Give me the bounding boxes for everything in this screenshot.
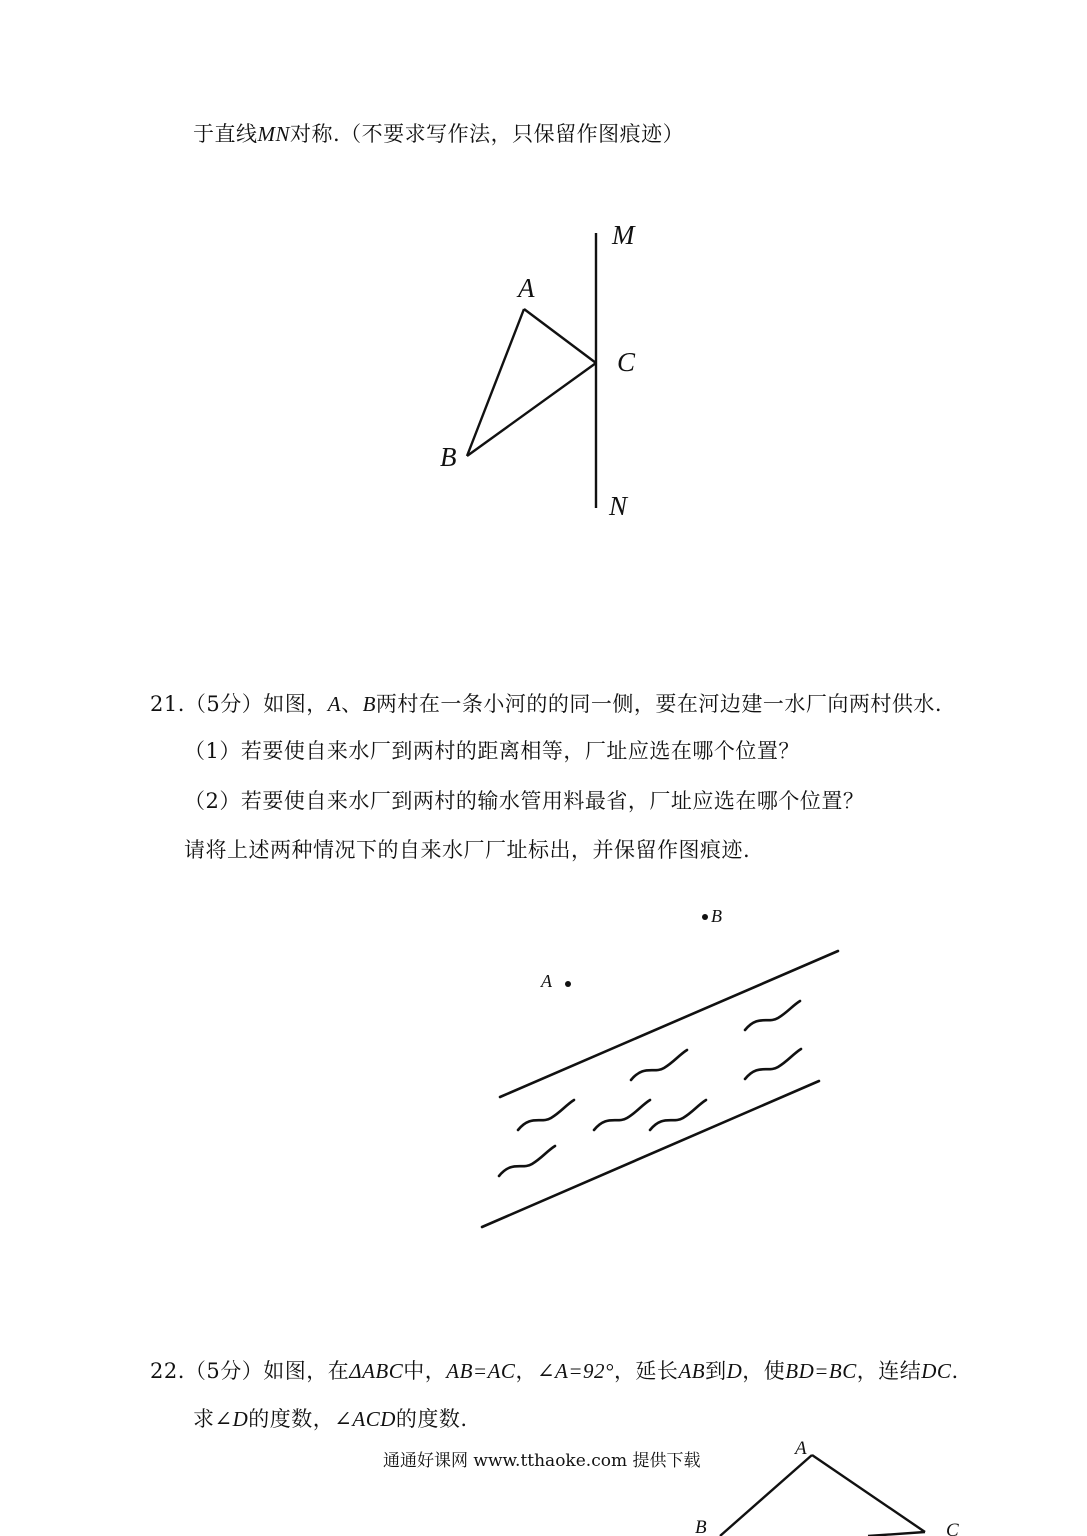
q22-make: ，使: [742, 1359, 786, 1383]
q21-point-b: [702, 914, 708, 920]
q22-join: ，连结: [856, 1359, 922, 1383]
q20-side-ab: [467, 309, 524, 456]
q21-village-a: A: [327, 692, 342, 716]
q21-question: [150, 688, 942, 718]
q22-ask: [193, 1403, 468, 1433]
q21-water-waves: [499, 1001, 801, 1176]
q22-extend: ，延长: [613, 1359, 679, 1383]
q22-number: 22.（5分）如图，在: [150, 1359, 350, 1383]
q22-bd-bc: BD=BC: [785, 1359, 857, 1383]
q20-label-m: M: [612, 220, 635, 250]
q21-label-a: A: [541, 971, 552, 991]
q22-comma: ，: [515, 1359, 537, 1383]
q22-side-ab: [720, 1455, 812, 1536]
q21-part1: （1）若要使自来水厂到两村的距离相等，厂址应选在哪个位置？: [184, 739, 800, 763]
q20-tail-post: 对称.（不要求写作法，只保留作图痕迹）: [290, 122, 685, 146]
q22-figure: [720, 1455, 925, 1536]
q22-ask-pre: 求: [193, 1407, 215, 1431]
q22-angle-a: ∠A=92°: [536, 1359, 614, 1383]
q22-triangle: ΔABC: [349, 1359, 404, 1383]
q22-label-b: B: [695, 1517, 707, 1536]
q21-text: 两村在一条小河的的同一侧，要在河边建一水厂向两村供水.: [375, 692, 943, 716]
q20-label-n: N: [609, 491, 628, 521]
q20-label-c: C: [617, 347, 636, 377]
q21-river-bank-lower: [482, 1081, 819, 1227]
q22-side-ac: [812, 1455, 925, 1532]
q21-figure: [482, 914, 838, 1227]
q21-part2: （2）若要使自来水厂到两村的输水管用料最省，厂址应选在哪个位置？: [184, 789, 865, 813]
q22-point-d: D: [726, 1359, 743, 1383]
q22-angle-d: ∠D: [214, 1407, 249, 1431]
q22-end: .: [951, 1359, 959, 1383]
q22-segment-ab: AB: [678, 1359, 706, 1383]
q22-side-bc: [868, 1532, 925, 1536]
q21-number: 21.（5分）如图，: [150, 692, 328, 716]
q22-label-a: A: [795, 1438, 807, 1459]
q22-label-c: C: [946, 1520, 959, 1536]
q20-label-b: B: [440, 442, 457, 472]
q20-tail-pre: 于直线: [193, 122, 258, 146]
q21-village-b: B: [362, 692, 376, 716]
q21-sep: 、: [341, 692, 363, 716]
q22-in: 中，: [403, 1359, 447, 1383]
q21-note: 请将上述两种情况下的自来水厂厂址标出，并保留作图痕迹.: [184, 838, 751, 862]
q22-to: 到: [705, 1359, 727, 1383]
page-footer: 通通好课网 www.tthaoke.com 提供下载: [383, 1451, 701, 1471]
q22-equal-sides: AB=AC: [446, 1359, 516, 1383]
q22-ask-mid: 的度数，: [248, 1407, 335, 1431]
q20-label-a: A: [518, 273, 535, 303]
q20-side-bc: [467, 363, 596, 456]
q20-line-mn: MN: [257, 122, 290, 146]
q20-side-ac: [524, 309, 596, 363]
q21-point-a: [565, 981, 571, 987]
q22-segment-dc: DC: [921, 1359, 952, 1383]
q22-question: [150, 1355, 959, 1385]
q21-label-b: B: [711, 906, 722, 926]
q22-ask-end: 的度数.: [395, 1407, 468, 1431]
q22-angle-acd: ∠ACD: [334, 1407, 396, 1431]
